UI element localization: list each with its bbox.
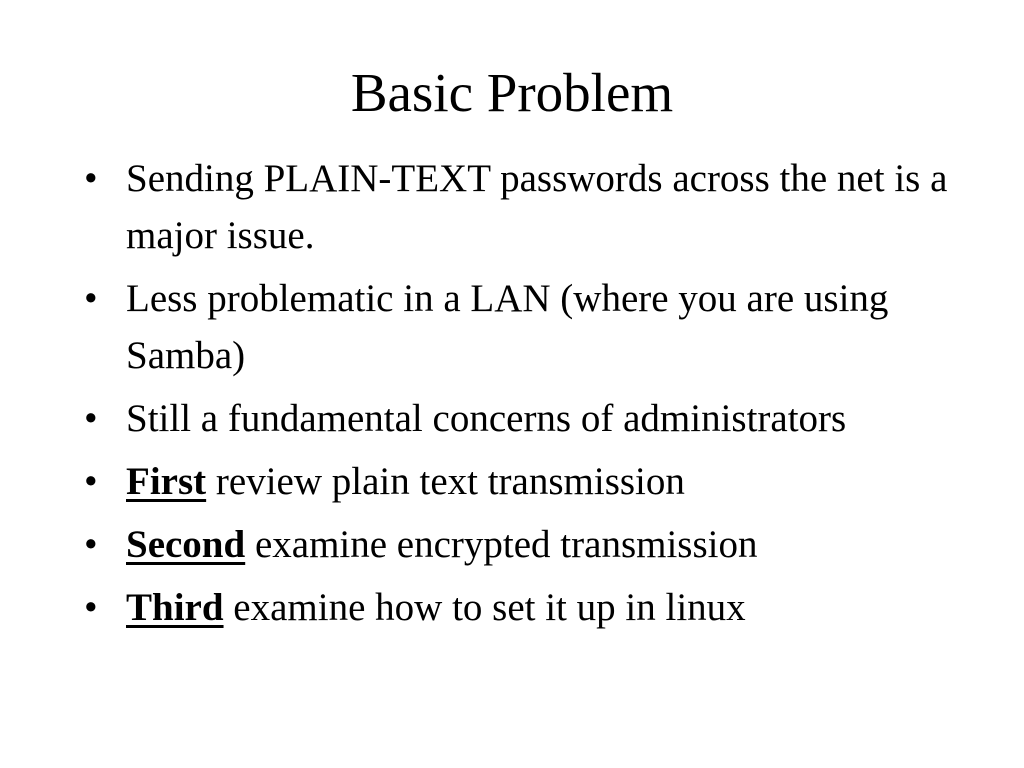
bullet-emphasis: First [126, 460, 207, 503]
bullet-text: examine encrypted transmission [245, 523, 758, 566]
bullet-item [84, 516, 984, 573]
bullet-text: Sending PLAIN-TEXT passwords across the net is a major issue. [126, 157, 948, 257]
bullet-item [84, 579, 984, 636]
bullet-item [84, 150, 984, 264]
bullet-icon: • [84, 277, 98, 320]
bullet-emphasis: Second [126, 523, 246, 566]
bullet-icon: • [84, 460, 98, 503]
slide-title: Basic Problem [350, 62, 674, 123]
bullet-item [84, 270, 984, 384]
bullet-icon: • [84, 397, 98, 440]
bullet-icon: • [84, 586, 98, 629]
bullet-icon: • [84, 523, 98, 566]
bullet-text: examine how to set it up in linux [223, 586, 746, 629]
bullet-text: review plain text transmission [206, 460, 685, 503]
bullet-list [84, 150, 984, 642]
bullet-item [84, 390, 984, 447]
bullet-text: Less problematic in a LAN (where you are using Samba) [126, 277, 889, 377]
bullet-item [84, 453, 984, 510]
bullet-text: Still a fundamental concerns of administrators [126, 397, 847, 440]
bullet-icon: • [84, 157, 98, 200]
bullet-emphasis: Third [126, 586, 224, 629]
